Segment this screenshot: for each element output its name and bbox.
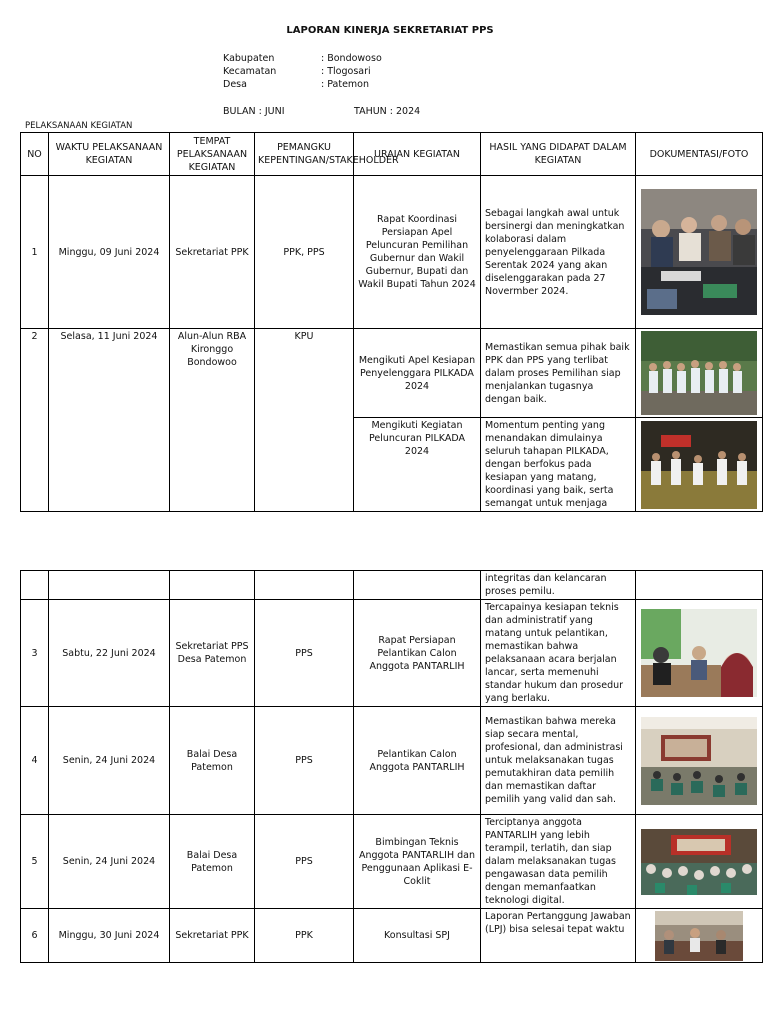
table-row — [21, 600, 763, 707]
row-uraian: Mengikuti Kegiatan Peluncuran PILKADA 2024 — [354, 418, 481, 512]
row-waktu-empty — [49, 571, 170, 600]
row-no: 5 — [21, 815, 49, 909]
bulan-label: BULAN : JUNI — [223, 106, 285, 117]
table-row — [21, 176, 763, 329]
activity-table-page-2 — [20, 570, 763, 963]
header-pemangku: PEMANGKU KEPENTINGAN/STAKEHOLDER — [255, 133, 354, 176]
table-header-row — [21, 133, 763, 176]
row-hasil: Memastikan bahwa mereka siap secara mental, profesional, dan administrasi untuk melaksanakan tugas pemutakhiran data pemilih dan memastikan daftar pemilih yang valid dan sah. — [481, 707, 636, 815]
row-hasil: Terciptanya anggota PANTARLIH yang lebih terampil, terlatih, dan siap dalam melaksanakan tugas pengawasan data pemilih dengan memanfaatkan teknologi digital. — [481, 815, 636, 909]
documentation-photo — [641, 189, 757, 315]
row-photo-cell — [636, 418, 763, 512]
documentation-photo — [641, 717, 757, 805]
row-waktu: Sabtu, 22 Juni 2024 — [49, 600, 170, 707]
row-photo-cell — [636, 707, 763, 815]
desa-value: : Patemon — [321, 79, 370, 90]
row-waktu: Minggu, 30 Juni 2024 — [49, 909, 170, 963]
row-pemangku: KPU — [255, 329, 354, 512]
header-dokumentasi: DOKUMENTASI/FOTO — [636, 133, 763, 176]
table-row — [21, 815, 763, 909]
row-hasil: Memastikan semua pihak baik PPK dan PPS yang terlibat dalam proses Pemilihan siap menjalankan tugasnya dengan baik. — [481, 329, 636, 418]
row-no-empty — [21, 571, 49, 600]
documentation-photo — [655, 911, 743, 961]
documentation-photo — [641, 421, 757, 509]
row-tempat: Sekretariat PPK — [170, 176, 255, 329]
row-pemangku: PPK — [255, 909, 354, 963]
row-pemangku-empty — [255, 571, 354, 600]
row-photo-cell — [636, 329, 763, 418]
table-row — [21, 707, 763, 815]
row-hasil: Laporan Pertanggung Jawaban (LPJ) bisa selesai tepat waktu — [481, 909, 636, 963]
row-no: 1 — [21, 176, 49, 329]
row-photo-cell — [636, 909, 763, 963]
row-tempat: Alun-Alun RBA Kironggo Bondowoo — [170, 329, 255, 512]
row-pemangku: PPS — [255, 815, 354, 909]
kabupaten-value: : Bondowoso — [321, 53, 382, 64]
activity-table-page-1 — [20, 132, 763, 512]
row-hasil: Momentum penting yang menandakan dimulainya seluruh tahapan PILKADA, dengan berfokus pada kesiapan yang matang, koordinasi yang baik, serta semangat untuk menjaga — [481, 418, 636, 512]
table-row — [21, 909, 763, 963]
header-hasil: HASIL YANG DIDAPAT DALAM KEGIATAN — [481, 133, 636, 176]
row-tempat-empty — [170, 571, 255, 600]
header-no: NO — [21, 133, 49, 176]
row-tempat: Balai Desa Patemon — [170, 815, 255, 909]
row-tempat: Sekretariat PPK — [170, 909, 255, 963]
row-uraian: Pelantikan Calon Anggota PANTARLIH — [354, 707, 481, 815]
row-no: 3 — [21, 600, 49, 707]
row-waktu: Selasa, 11 Juni 2024 — [49, 329, 170, 512]
section-label: PELAKSANAAN KEGIATAN — [25, 121, 133, 131]
row-photo-cell — [636, 815, 763, 909]
row-uraian: Bimbingan Teknis Anggota PANTARLIH dan Penggunaan Aplikasi E-Coklit — [354, 815, 481, 909]
tahun-label: TAHUN : 2024 — [354, 106, 421, 117]
row-pemangku: PPK, PPS — [255, 176, 354, 329]
documentation-photo — [641, 331, 757, 415]
row-pemangku: PPS — [255, 707, 354, 815]
row-photo-cell — [636, 176, 763, 329]
row-hasil: Sebagai langkah awal untuk bersinergi dan meningkatkan kolaborasi dalam penyelenggaraan Pilkada Serentak 2024 yang akan diselenggarakan pada 27 Novermber 2024. — [481, 176, 636, 329]
row-waktu: Senin, 24 Juni 2024 — [49, 707, 170, 815]
header-waktu: WAKTU PELAKSANAAN KEGIATAN — [49, 133, 170, 176]
row-no: 2 — [21, 329, 49, 512]
row-no: 4 — [21, 707, 49, 815]
row-hasil-continued: integritas dan kelancaran proses pemilu. — [481, 571, 636, 600]
row-photo-cell — [636, 600, 763, 707]
kabupaten-label: Kabupaten — [223, 53, 275, 64]
documentation-photo — [641, 829, 757, 895]
row-hasil: Tercapainya kesiapan teknis dan administratif yang matang untuk pelantikan, memastikan bahwa pelaksanaan acara berjalan lancar, serta memenuhi standar hukum dan prosedur yang berlaku. — [481, 600, 636, 707]
documentation-photo — [641, 609, 757, 697]
row-uraian: Rapat Persiapan Pelantikan Calon Anggota PANTARLIH — [354, 600, 481, 707]
header-tempat: TEMPAT PELAKSANAAN KEGIATAN — [170, 133, 255, 176]
row-uraian: Konsultasi SPJ — [354, 909, 481, 963]
table-row — [21, 571, 763, 600]
row-uraian-empty — [354, 571, 481, 600]
kecamatan-value: : Tlogosari — [321, 66, 371, 77]
header-uraian: URAIAN KEGIATAN — [354, 133, 481, 176]
row-uraian: Mengikuti Apel Kesiapan Penyelenggara PILKADA 2024 — [354, 329, 481, 418]
row-no: 6 — [21, 909, 49, 963]
row-waktu: Senin, 24 Juni 2024 — [49, 815, 170, 909]
table-row — [21, 329, 763, 418]
kecamatan-label: Kecamatan — [223, 66, 277, 77]
row-photo-empty — [636, 571, 763, 600]
desa-label: Desa — [223, 79, 247, 90]
row-uraian: Rapat Koordinasi Persiapan Apel Peluncuran Pemilihan Gubernur dan Wakil Gubernur, Bupati dan Wakil Bupati Tahun 2024 — [354, 176, 481, 329]
row-pemangku: PPS — [255, 600, 354, 707]
page-title: LAPORAN KINERJA SEKRETARIAT PPS — [286, 25, 494, 36]
row-waktu: Minggu, 09 Juni 2024 — [49, 176, 170, 329]
row-tempat: Sekretariat PPS Desa Patemon — [170, 600, 255, 707]
row-tempat: Balai Desa Patemon — [170, 707, 255, 815]
